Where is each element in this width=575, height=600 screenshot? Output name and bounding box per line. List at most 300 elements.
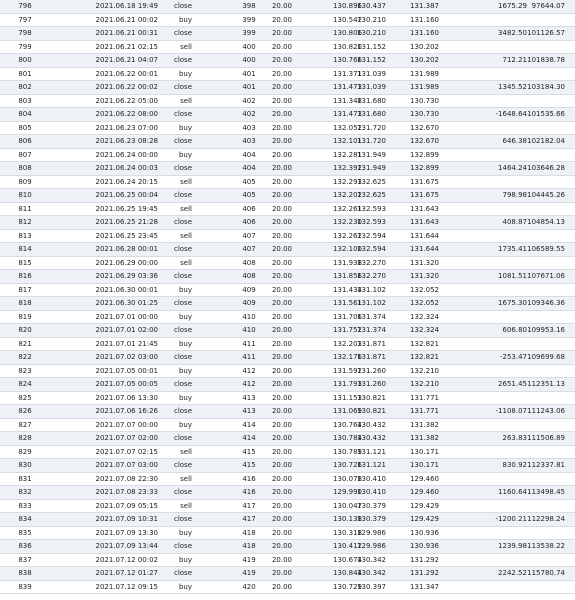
table-row[interactable] bbox=[0, 486, 575, 500]
deal-time: 2021.06.18 19:49 bbox=[95, 2, 158, 10]
deal-number: 808 bbox=[18, 164, 32, 172]
deal-price: 130.318 bbox=[333, 528, 362, 537]
deal-price: 131.938 bbox=[333, 258, 362, 267]
deal-price: 130.789 bbox=[333, 447, 362, 456]
take-profit: 131.675 bbox=[410, 191, 439, 199]
take-profit: 131.160 bbox=[410, 15, 439, 24]
order-number: 410 bbox=[242, 312, 256, 321]
account-balance: 103184.30 bbox=[527, 83, 565, 91]
deal-type: close bbox=[173, 407, 192, 415]
deal-type: close bbox=[173, 515, 192, 523]
deal-price: 132.052 bbox=[333, 123, 362, 132]
stop-loss: 131.102 bbox=[357, 285, 386, 294]
table-row[interactable] bbox=[0, 324, 575, 338]
table-row[interactable] bbox=[0, 500, 575, 514]
deal-time: 2021.07.09 10:31 bbox=[95, 515, 158, 523]
deal-size: 20.00 bbox=[271, 29, 292, 37]
deal-size: 20.00 bbox=[271, 272, 292, 280]
table-row[interactable] bbox=[0, 581, 575, 595]
deal-profit: 1464.24 bbox=[498, 164, 527, 172]
deal-number: 801 bbox=[18, 69, 32, 78]
deal-type: sell bbox=[180, 474, 192, 483]
order-number: 413 bbox=[242, 393, 256, 402]
deal-profit: 1675.30 bbox=[498, 299, 527, 307]
deal-size: 20.00 bbox=[271, 83, 292, 91]
order-number: 411 bbox=[242, 339, 256, 348]
deal-size: 20.00 bbox=[271, 204, 292, 213]
deal-price: 132.100 bbox=[333, 245, 362, 253]
order-number: 399 bbox=[242, 15, 256, 24]
deal-profit: 830.92 bbox=[502, 461, 527, 469]
deal-time: 2021.07.07 02:00 bbox=[95, 434, 158, 442]
table-row[interactable] bbox=[0, 216, 575, 230]
deal-number: 819 bbox=[18, 312, 32, 321]
account-balance: 103646.28 bbox=[527, 164, 565, 172]
table-row[interactable] bbox=[0, 554, 575, 568]
table-row[interactable] bbox=[0, 527, 575, 541]
deal-type: close bbox=[173, 137, 192, 145]
take-profit: 129.429 bbox=[410, 515, 439, 523]
deal-type: close bbox=[173, 191, 192, 199]
deal-number: 828 bbox=[18, 434, 32, 442]
deal-profit: 3482.50 bbox=[498, 29, 527, 37]
table-row[interactable] bbox=[0, 149, 575, 163]
deal-size: 20.00 bbox=[271, 96, 292, 105]
take-profit: 130.936 bbox=[410, 542, 439, 550]
deal-time: 2021.06.21 00:02 bbox=[95, 15, 158, 24]
deal-type: sell bbox=[180, 501, 192, 510]
stop-loss: 132.625 bbox=[357, 191, 386, 199]
deal-price: 130.726 bbox=[333, 461, 362, 469]
deal-number: 807 bbox=[18, 150, 32, 159]
deal-type: buy bbox=[178, 393, 192, 402]
table-row[interactable] bbox=[0, 257, 575, 271]
deal-number: 824 bbox=[18, 380, 32, 388]
take-profit: 129.429 bbox=[410, 501, 439, 510]
deal-size: 20.00 bbox=[271, 501, 292, 510]
deal-number: 821 bbox=[18, 339, 32, 348]
stop-loss: 131.680 bbox=[357, 110, 386, 118]
table-row[interactable] bbox=[0, 459, 575, 473]
deal-number: 811 bbox=[18, 204, 32, 213]
order-number: 402 bbox=[242, 110, 256, 118]
table-row[interactable] bbox=[0, 284, 575, 298]
deal-size: 20.00 bbox=[271, 137, 292, 145]
deal-time: 2021.06.23 08:28 bbox=[95, 137, 158, 145]
order-number: 418 bbox=[242, 528, 256, 537]
deal-type: buy bbox=[178, 366, 192, 375]
order-number: 400 bbox=[242, 42, 256, 51]
deal-profit: 2651.45 bbox=[498, 380, 527, 388]
order-number: 407 bbox=[242, 231, 256, 240]
order-number: 418 bbox=[242, 542, 256, 550]
deal-type: close bbox=[173, 542, 192, 550]
deal-number: 834 bbox=[18, 515, 32, 523]
take-profit: 131.989 bbox=[410, 83, 439, 91]
deal-size: 20.00 bbox=[271, 285, 292, 294]
table-row[interactable] bbox=[0, 27, 575, 41]
account-balance: 107671.06 bbox=[527, 272, 565, 280]
deal-type: close bbox=[173, 83, 192, 91]
deal-type: close bbox=[173, 164, 192, 172]
deal-number: 830 bbox=[18, 461, 32, 469]
take-profit: 130.936 bbox=[410, 528, 439, 537]
deal-number: 835 bbox=[18, 528, 32, 537]
take-profit: 132.899 bbox=[410, 150, 439, 159]
deal-profit: 408.87 bbox=[502, 218, 527, 226]
order-number: 413 bbox=[242, 407, 256, 415]
deal-size: 20.00 bbox=[271, 339, 292, 348]
table-row[interactable] bbox=[0, 311, 575, 325]
deal-profit: 1081.51 bbox=[498, 272, 527, 280]
table-row[interactable] bbox=[0, 14, 575, 28]
deal-price: 130.844 bbox=[333, 569, 362, 577]
stop-loss: 130.410 bbox=[357, 488, 386, 496]
deal-type: close bbox=[173, 272, 192, 280]
deal-size: 20.00 bbox=[271, 258, 292, 267]
deal-number: 839 bbox=[18, 582, 32, 591]
deal-time: 2021.06.24 20:15 bbox=[95, 177, 158, 186]
deal-type: close bbox=[173, 326, 192, 334]
deal-price: 131.473 bbox=[333, 110, 362, 118]
table-row[interactable] bbox=[0, 176, 575, 190]
stop-loss: 132.593 bbox=[357, 204, 386, 213]
account-balance: 113498.45 bbox=[527, 488, 565, 496]
order-number: 414 bbox=[242, 420, 256, 429]
deal-number: 832 bbox=[18, 488, 32, 496]
stop-loss: 131.720 bbox=[357, 137, 386, 145]
deal-price: 130.138 bbox=[333, 515, 362, 523]
deal-size: 20.00 bbox=[271, 312, 292, 321]
deal-profit: -253.47 bbox=[499, 353, 527, 361]
deal-type: buy bbox=[178, 582, 192, 591]
take-profit: 132.899 bbox=[410, 164, 439, 172]
deal-number: 805 bbox=[18, 123, 32, 132]
table-row[interactable] bbox=[0, 432, 575, 446]
take-profit: 132.210 bbox=[410, 366, 439, 375]
stop-loss: 130.432 bbox=[357, 420, 386, 429]
take-profit: 131.320 bbox=[410, 258, 439, 267]
table-row[interactable] bbox=[0, 365, 575, 379]
deal-number: 803 bbox=[18, 96, 32, 105]
deal-number: 809 bbox=[18, 177, 32, 186]
table-row[interactable] bbox=[0, 540, 575, 554]
table-row[interactable] bbox=[0, 162, 575, 176]
deal-number: 810 bbox=[18, 191, 32, 199]
order-number: 408 bbox=[242, 258, 256, 267]
deal-number: 812 bbox=[18, 218, 32, 226]
deal-price: 130.542 bbox=[333, 15, 362, 24]
account-balance: 109699.68 bbox=[527, 353, 565, 361]
deal-size: 20.00 bbox=[271, 488, 292, 496]
deal-number: 804 bbox=[18, 110, 32, 118]
stop-loss: 131.949 bbox=[357, 150, 386, 159]
take-profit: 130.171 bbox=[410, 461, 439, 469]
table-row[interactable] bbox=[0, 338, 575, 352]
deal-type: buy bbox=[178, 420, 192, 429]
account-balance: 112351.13 bbox=[527, 380, 565, 388]
deal-number: 831 bbox=[18, 474, 32, 483]
deal-price: 132.261 bbox=[333, 204, 362, 213]
order-number: 417 bbox=[242, 501, 256, 510]
deal-number: 823 bbox=[18, 366, 32, 375]
stop-loss: 130.210 bbox=[357, 15, 386, 24]
deal-number: 816 bbox=[18, 272, 32, 280]
deal-size: 20.00 bbox=[271, 245, 292, 253]
deal-type: sell bbox=[180, 447, 192, 456]
stop-loss: 131.152 bbox=[357, 56, 386, 64]
take-profit: 131.387 bbox=[410, 2, 439, 10]
account-balance: 102182.04 bbox=[527, 137, 565, 145]
deal-price: 130.047 bbox=[333, 501, 362, 510]
take-profit: 131.644 bbox=[410, 231, 439, 240]
table-row[interactable] bbox=[0, 297, 575, 311]
order-number: 409 bbox=[242, 285, 256, 294]
table-row[interactable] bbox=[0, 203, 575, 217]
deal-type: close bbox=[173, 434, 192, 442]
account-balance: 113538.22 bbox=[527, 542, 565, 550]
deal-profit: -1200.21 bbox=[495, 515, 527, 523]
stop-loss: 131.039 bbox=[357, 69, 386, 78]
deal-price: 131.473 bbox=[333, 83, 362, 91]
deal-profit: -1648.64 bbox=[495, 110, 527, 118]
deal-type: buy bbox=[178, 285, 192, 294]
take-profit: 131.292 bbox=[410, 569, 439, 577]
table-row[interactable] bbox=[0, 135, 575, 149]
account-balance: 104854.13 bbox=[527, 218, 565, 226]
deal-size: 20.00 bbox=[271, 582, 292, 591]
deal-price: 131.561 bbox=[333, 299, 362, 307]
deal-time: 2021.06.28 00:01 bbox=[95, 245, 158, 253]
table-row[interactable] bbox=[0, 446, 575, 460]
take-profit: 129.460 bbox=[410, 488, 439, 496]
deal-type: buy bbox=[178, 528, 192, 537]
deal-price: 131.153 bbox=[333, 393, 362, 402]
deal-time: 2021.07.02 03:00 bbox=[95, 353, 158, 361]
deal-number: 797 bbox=[18, 15, 32, 24]
stop-loss: 131.949 bbox=[357, 164, 386, 172]
order-number: 405 bbox=[242, 177, 256, 186]
deal-type: sell bbox=[180, 42, 192, 51]
stop-loss: 130.379 bbox=[357, 501, 386, 510]
deal-profit: 1675.29 bbox=[498, 2, 527, 10]
stop-loss: 131.871 bbox=[357, 339, 386, 348]
deal-number: 825 bbox=[18, 393, 32, 402]
deal-size: 20.00 bbox=[271, 110, 292, 118]
table-row[interactable] bbox=[0, 567, 575, 581]
account-balance: 97644.07 bbox=[531, 2, 565, 10]
order-number: 403 bbox=[242, 137, 256, 145]
table-row[interactable] bbox=[0, 351, 575, 365]
stop-loss: 131.039 bbox=[357, 83, 386, 91]
take-profit: 131.771 bbox=[410, 407, 439, 415]
deal-price: 132.392 bbox=[333, 164, 362, 172]
deal-time: 2021.06.22 08:00 bbox=[95, 110, 158, 118]
deal-size: 20.00 bbox=[271, 434, 292, 442]
deal-time: 2021.06.25 23:45 bbox=[95, 231, 158, 240]
order-number: 401 bbox=[242, 69, 256, 78]
deal-profit: 263.83 bbox=[502, 434, 527, 442]
deal-time: 2021.07.07 00:00 bbox=[95, 420, 158, 429]
deal-type: close bbox=[173, 218, 192, 226]
deal-price: 129.990 bbox=[333, 488, 362, 496]
take-profit: 131.347 bbox=[410, 582, 439, 591]
order-number: 405 bbox=[242, 191, 256, 199]
deal-price: 131.592 bbox=[333, 366, 362, 375]
deal-price: 132.281 bbox=[333, 150, 362, 159]
table-row[interactable] bbox=[0, 81, 575, 95]
deal-time: 2021.07.09 13:44 bbox=[95, 542, 158, 550]
deal-price: 132.262 bbox=[333, 231, 362, 240]
deal-price: 130.784 bbox=[333, 434, 362, 442]
deal-time: 2021.07.07 03:00 bbox=[95, 461, 158, 469]
order-number: 415 bbox=[242, 461, 256, 469]
deal-type: sell bbox=[180, 96, 192, 105]
stop-loss: 129.986 bbox=[357, 542, 386, 550]
deal-number: 820 bbox=[18, 326, 32, 334]
take-profit: 130.171 bbox=[410, 447, 439, 456]
order-number: 404 bbox=[242, 150, 256, 159]
deal-size: 20.00 bbox=[271, 15, 292, 24]
deal-size: 20.00 bbox=[271, 326, 292, 334]
account-balance: 115780.74 bbox=[527, 569, 565, 577]
account-balance: 111506.89 bbox=[527, 434, 565, 442]
table-row[interactable] bbox=[0, 392, 575, 406]
deal-time: 2021.06.21 02:15 bbox=[95, 42, 158, 51]
deal-price: 132.203 bbox=[333, 339, 362, 348]
stop-loss: 130.397 bbox=[357, 582, 386, 591]
deal-size: 20.00 bbox=[271, 2, 292, 10]
deal-time: 2021.07.09 05:15 bbox=[95, 501, 158, 510]
table-row[interactable] bbox=[0, 230, 575, 244]
stop-loss: 131.152 bbox=[357, 42, 386, 51]
take-profit: 130.730 bbox=[410, 96, 439, 105]
order-number: 403 bbox=[242, 123, 256, 132]
deal-time: 2021.06.29 03:36 bbox=[95, 272, 158, 280]
stop-loss: 131.121 bbox=[357, 447, 386, 456]
deal-price: 131.856 bbox=[333, 272, 362, 280]
order-number: 415 bbox=[242, 447, 256, 456]
deal-time: 2021.06.21 04:07 bbox=[95, 56, 158, 64]
table-row[interactable] bbox=[0, 189, 575, 203]
stop-loss: 132.593 bbox=[357, 218, 386, 226]
table-row[interactable] bbox=[0, 243, 575, 257]
stop-loss: 131.871 bbox=[357, 353, 386, 361]
deal-size: 20.00 bbox=[271, 231, 292, 240]
deal-number: 815 bbox=[18, 258, 32, 267]
table-row[interactable] bbox=[0, 95, 575, 109]
deal-size: 20.00 bbox=[271, 569, 292, 577]
stop-loss: 130.210 bbox=[357, 29, 386, 37]
order-number: 407 bbox=[242, 245, 256, 253]
stop-loss: 131.121 bbox=[357, 461, 386, 469]
deal-time: 2021.06.22 00:01 bbox=[95, 69, 158, 78]
deal-size: 20.00 bbox=[271, 177, 292, 186]
deal-price: 130.806 bbox=[333, 29, 362, 37]
stop-loss: 132.270 bbox=[357, 258, 386, 267]
deal-price: 132.230 bbox=[333, 218, 362, 226]
stop-loss: 131.374 bbox=[357, 312, 386, 321]
account-balance: 101535.66 bbox=[527, 110, 565, 118]
table-row[interactable] bbox=[0, 405, 575, 419]
take-profit: 129.460 bbox=[410, 474, 439, 483]
stop-loss: 130.437 bbox=[357, 2, 386, 10]
take-profit: 130.202 bbox=[410, 56, 439, 64]
table-row[interactable] bbox=[0, 419, 575, 433]
deal-type: close bbox=[173, 488, 192, 496]
deal-type: buy bbox=[178, 555, 192, 564]
deal-time: 2021.06.25 19:45 bbox=[95, 204, 158, 213]
take-profit: 131.382 bbox=[410, 420, 439, 429]
table-row[interactable] bbox=[0, 0, 575, 14]
take-profit: 131.771 bbox=[410, 393, 439, 402]
table-row[interactable] bbox=[0, 270, 575, 284]
order-number: 416 bbox=[242, 488, 256, 496]
deal-size: 20.00 bbox=[271, 353, 292, 361]
deal-price: 131.752 bbox=[333, 326, 362, 334]
deal-type: sell bbox=[180, 204, 192, 213]
deal-price: 131.434 bbox=[333, 285, 362, 294]
take-profit: 131.675 bbox=[410, 177, 439, 186]
stop-loss: 131.260 bbox=[357, 366, 386, 375]
deal-profit: 606.80 bbox=[502, 326, 527, 334]
account-balance: 106589.55 bbox=[527, 245, 565, 253]
order-number: 402 bbox=[242, 96, 256, 105]
deal-type: buy bbox=[178, 15, 192, 24]
order-number: 416 bbox=[242, 474, 256, 483]
deal-type: close bbox=[173, 569, 192, 577]
deal-time: 2021.07.06 13:30 bbox=[95, 393, 158, 402]
stop-loss: 130.379 bbox=[357, 515, 386, 523]
deal-price: 130.674 bbox=[333, 555, 362, 564]
deal-time: 2021.06.30 01:25 bbox=[95, 299, 158, 307]
take-profit: 132.052 bbox=[410, 299, 439, 307]
deal-price: 132.176 bbox=[333, 353, 362, 361]
deal-type: close bbox=[173, 299, 192, 307]
deal-time: 2021.07.05 00:01 bbox=[95, 366, 158, 375]
deal-time: 2021.07.08 22:30 bbox=[95, 474, 158, 483]
deal-time: 2021.07.12 01:27 bbox=[95, 569, 158, 577]
deal-price: 132.202 bbox=[333, 191, 362, 199]
stop-loss: 130.342 bbox=[357, 555, 386, 564]
table-row[interactable] bbox=[0, 513, 575, 527]
deal-type: close bbox=[173, 56, 192, 64]
deal-price: 131.706 bbox=[333, 312, 362, 321]
table-row[interactable] bbox=[0, 108, 575, 122]
deal-type: close bbox=[173, 29, 192, 37]
order-number: 406 bbox=[242, 218, 256, 226]
deal-type: close bbox=[173, 380, 192, 388]
table-row[interactable] bbox=[0, 473, 575, 487]
table-row[interactable] bbox=[0, 122, 575, 136]
stop-loss: 131.260 bbox=[357, 380, 386, 388]
take-profit: 132.052 bbox=[410, 285, 439, 294]
table-row[interactable] bbox=[0, 68, 575, 82]
take-profit: 131.643 bbox=[410, 218, 439, 226]
table-row[interactable] bbox=[0, 41, 575, 55]
stop-loss: 130.342 bbox=[357, 569, 386, 577]
table-row[interactable] bbox=[0, 378, 575, 392]
take-profit: 131.989 bbox=[410, 69, 439, 78]
table-row[interactable] bbox=[0, 54, 575, 68]
take-profit: 131.292 bbox=[410, 555, 439, 564]
deal-size: 20.00 bbox=[271, 42, 292, 51]
deal-time: 2021.06.24 00:00 bbox=[95, 150, 158, 159]
deal-time: 2021.06.25 00:04 bbox=[95, 191, 158, 199]
deal-time: 2021.06.29 00:00 bbox=[95, 258, 158, 267]
deal-price: 132.101 bbox=[333, 137, 362, 145]
deal-type: buy bbox=[178, 150, 192, 159]
